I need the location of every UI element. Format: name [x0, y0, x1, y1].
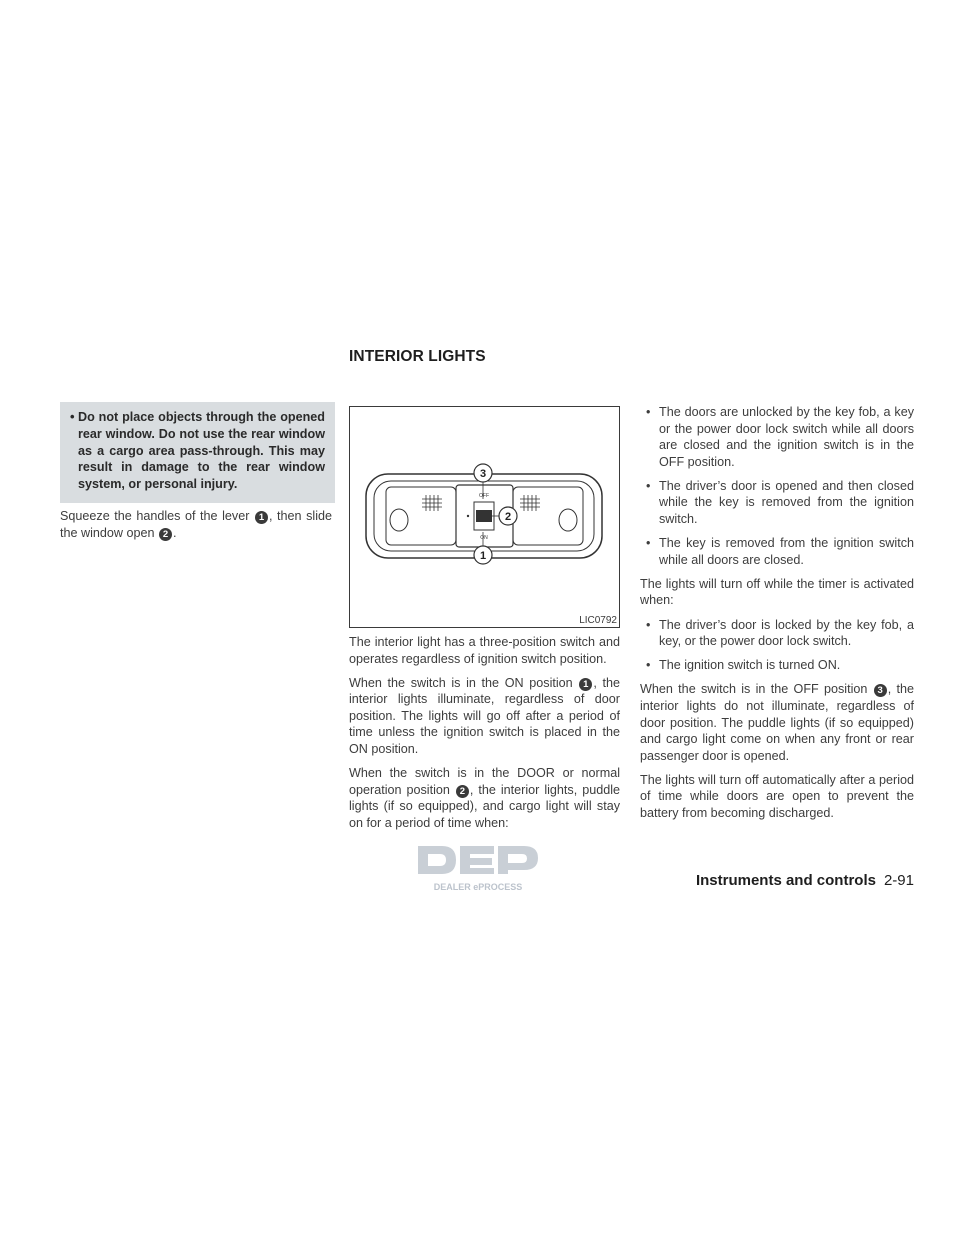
paragraph: The lights will turn off automatically after a period of time while doors are open to prevent the battery from becoming discharged.	[640, 772, 914, 820]
text-span: Squeeze the handles of the lever	[60, 509, 250, 523]
door-position-paragraph	[349, 765, 620, 831]
door-conditions-list	[640, 404, 914, 568]
text-span: , the interior lights, puddle lights (if so equipped), and cargo light will stay on for a period of time when:	[349, 782, 621, 830]
watermark-text: DEALER ePROCESS	[433, 882, 523, 892]
interior-light-figure	[349, 406, 620, 628]
text-span: .	[173, 525, 177, 540]
text-span: When the switch is in the OFF position	[640, 682, 868, 697]
list-item: • The ignition switch is turned ON.	[640, 657, 914, 674]
text-span: , then slide the window open	[60, 509, 333, 540]
switch-mark-off: OFF	[479, 493, 489, 499]
page-number: 2-91	[883, 872, 914, 889]
text-span: , the interior lights illuminate, regardless of door position. The lights will go off after a period of time unless the ignition switch is placed in the ON position.	[349, 675, 620, 757]
timer-conditions-list	[640, 617, 914, 674]
callout-3-icon: 3	[874, 684, 887, 697]
list-item: • The driver’s door is locked by the key fob, a key, or the power door lock switch.	[640, 617, 914, 650]
dealer-eprocess-logo	[412, 842, 544, 894]
middle-column	[349, 634, 620, 839]
lever-paragraph	[60, 508, 332, 541]
figure-callout-1-label: 1	[479, 550, 487, 562]
figure-label: LIC0792	[579, 615, 617, 626]
paragraph: The interior light has a three-position switch and operates regardless of ignition switch position.	[349, 635, 620, 666]
off-position-paragraph	[640, 681, 914, 764]
left-column	[60, 508, 332, 549]
callout-1-icon: 1	[579, 678, 592, 691]
figure-callout-2-label: 2	[504, 511, 512, 523]
list-item: • The driver’s door is opened and then closed while the key is removed from the ignition switch.	[640, 478, 914, 528]
section-title: INTERIOR LIGHTS	[349, 348, 486, 365]
interior-light-illustration	[350, 407, 619, 627]
callout-1-icon: 1	[255, 511, 268, 524]
page-footer	[696, 872, 914, 889]
text-span: When the switch is in the DOOR or normal operation position	[349, 766, 620, 797]
warning-box	[60, 402, 335, 503]
footer-section-name: Instruments and controls	[695, 872, 876, 889]
text-span: , the interior lights do not illuminate, regardless of door position. The puddle lights (if so equipped) and cargo light come on when any front or rear passenger door is opened.	[640, 682, 914, 763]
right-column	[640, 404, 914, 829]
callout-2-icon: 2	[159, 528, 172, 541]
on-position-paragraph	[349, 675, 620, 758]
warning-text: Do not place objects through the opened rear window. Do not use the rear window as a cargo area pass-through. This may result in damage to the rear window system, or personal injury.	[78, 410, 325, 492]
list-item: • The key is removed from the ignition switch while all doors are closed.	[640, 535, 914, 568]
callout-2-icon: 2	[456, 785, 469, 798]
list-item: • The doors are unlocked by the key fob, a key or the power door lock switch while all doors are closed and the ignition switch is in the OFF position.	[640, 404, 914, 470]
switch-mark-on: ON	[480, 535, 488, 541]
text-span: When the switch is in the ON position	[349, 675, 573, 690]
paragraph: The lights will turn off while the timer is activated when:	[640, 576, 914, 608]
figure-callout-3-label: 3	[479, 468, 487, 480]
warning-bullet: •	[70, 409, 75, 424]
